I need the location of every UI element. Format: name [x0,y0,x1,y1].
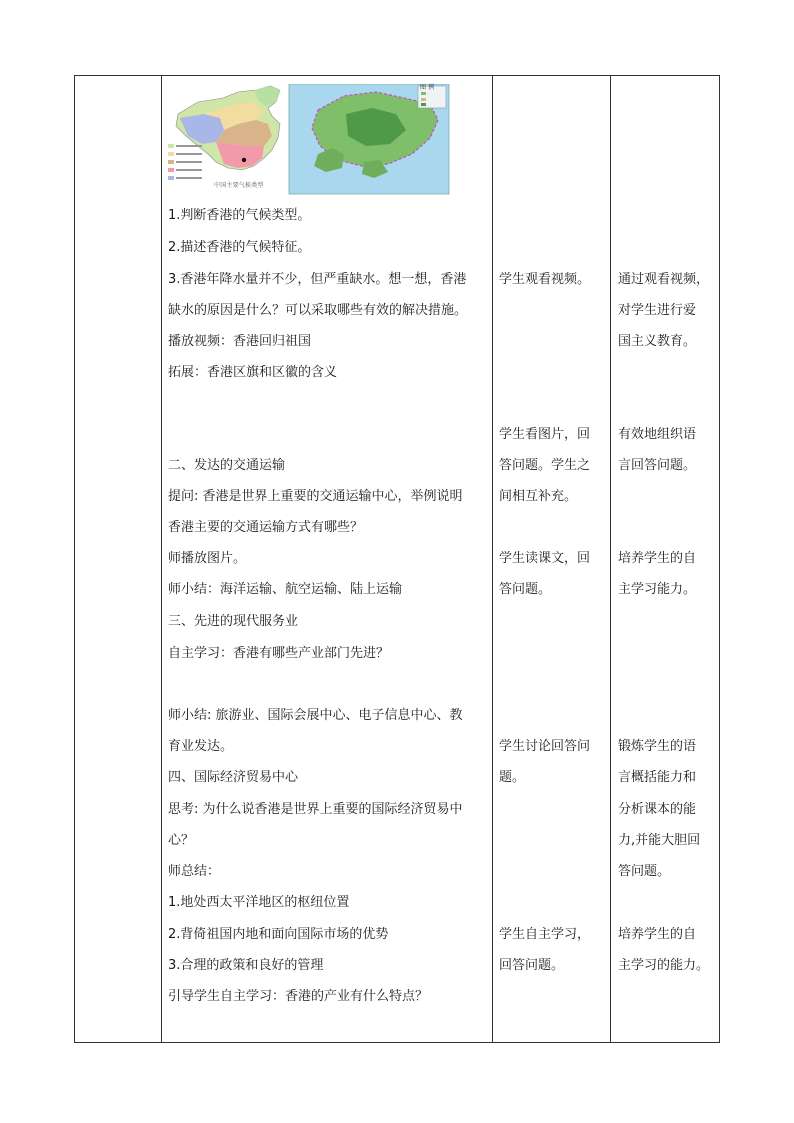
purpose-line: 分析课本的能 [618,802,697,817]
purpose-line: 答问题。 [618,864,671,879]
student-line: 学生讨论回答问 [499,739,591,754]
student-line: 学生看图片，回 [499,427,591,442]
purpose-line: 通过观看视频， [618,272,710,287]
student-line: 回答问题。 [499,958,565,973]
student-line: 学生自主学习， [499,927,591,942]
activity-line: 三、先进的现代服务业 [168,614,299,629]
activity-line: 师总结： [168,864,221,879]
activity-line: 3.合理的政策和良好的管理 [168,958,324,973]
purpose-line: 主学习的能力。 [618,958,710,973]
student-line: 学生读课文，回 [499,551,591,566]
purpose-line: 有效地组织语 [618,427,697,442]
activity-line: 四、国际经济贸易中心 [168,770,299,785]
student-line: 间相互补充。 [499,489,578,504]
activity-line: 提问: 香港是世界上重要的交通运输中心，举例说明 [168,489,463,504]
activity-line: 育业发达。 [168,739,234,754]
student-line: 答问题。学生之 [499,458,591,473]
activity-line: 师小结：海洋运输、航空运输、陆上运输 [168,582,403,597]
activity-line: 心？ [168,833,195,848]
climate-maps [168,84,450,196]
activity-line: 师小结: 旅游业、国际会展中心、电子信息中心、教 [168,708,463,723]
activity-line: 播放视频：香港回归祖国 [168,334,312,349]
purpose-line: 言回答问题。 [618,458,697,473]
map-figures [168,84,450,196]
student-line: 学生观看视频。 [499,272,591,287]
activity-line: 师播放图片。 [168,551,247,566]
hong-kong-map [289,84,449,194]
activity-line: 思考: 为什么说香港是世界上重要的国际经济贸易中 [168,802,463,817]
purpose-line: 主学习能力。 [618,582,697,597]
china-map-caption: 中国主要气候类型 [214,182,264,189]
activity-line: 1.判断香港的气候类型。 [168,208,311,223]
student-line: 题。 [499,770,526,785]
activity-line: 1.地处西太平洋地区的枢纽位置 [168,895,350,910]
student-line: 答问题。 [499,582,552,597]
purpose-line: 力,并能大胆回 [618,833,701,848]
activity-line: 拓展：香港区旗和区徽的含义 [168,365,338,380]
purpose-line: 言概括能力和 [618,770,697,785]
china-climate-map [168,86,280,180]
activity-line: 2.背倚祖国内地和面向国际市场的优势 [168,927,389,942]
column-divider [492,76,493,1042]
purpose-line: 培养学生的自 [618,927,697,942]
column-divider [610,76,611,1042]
purpose-line: 锻炼学生的语 [618,739,697,754]
activity-line: 自主学习：香港有哪些产业部门先进？ [168,646,390,661]
purpose-line: 培养学生的自 [618,551,697,566]
activity-line: 缺水的原因是什么？可以采取哪些有效的解决措施。 [168,303,468,318]
hk-map-legend-title: 图 例 [420,84,435,91]
activity-line: 2.描述香港的气候特征。 [168,240,311,255]
activity-line: 引导学生自主学习：香港的产业有什么特点？ [168,989,429,1004]
column-divider [161,76,162,1042]
activity-line: 二、发达的交通运输 [168,458,286,473]
activity-line: 3.香港年降水量并不少，但严重缺水。想一想，香港 [168,272,467,287]
activity-line: 香港主要的交通运输方式有哪些？ [168,520,364,535]
purpose-line: 对学生进行爱 [618,303,697,318]
purpose-line: 国主义教育。 [618,334,697,349]
